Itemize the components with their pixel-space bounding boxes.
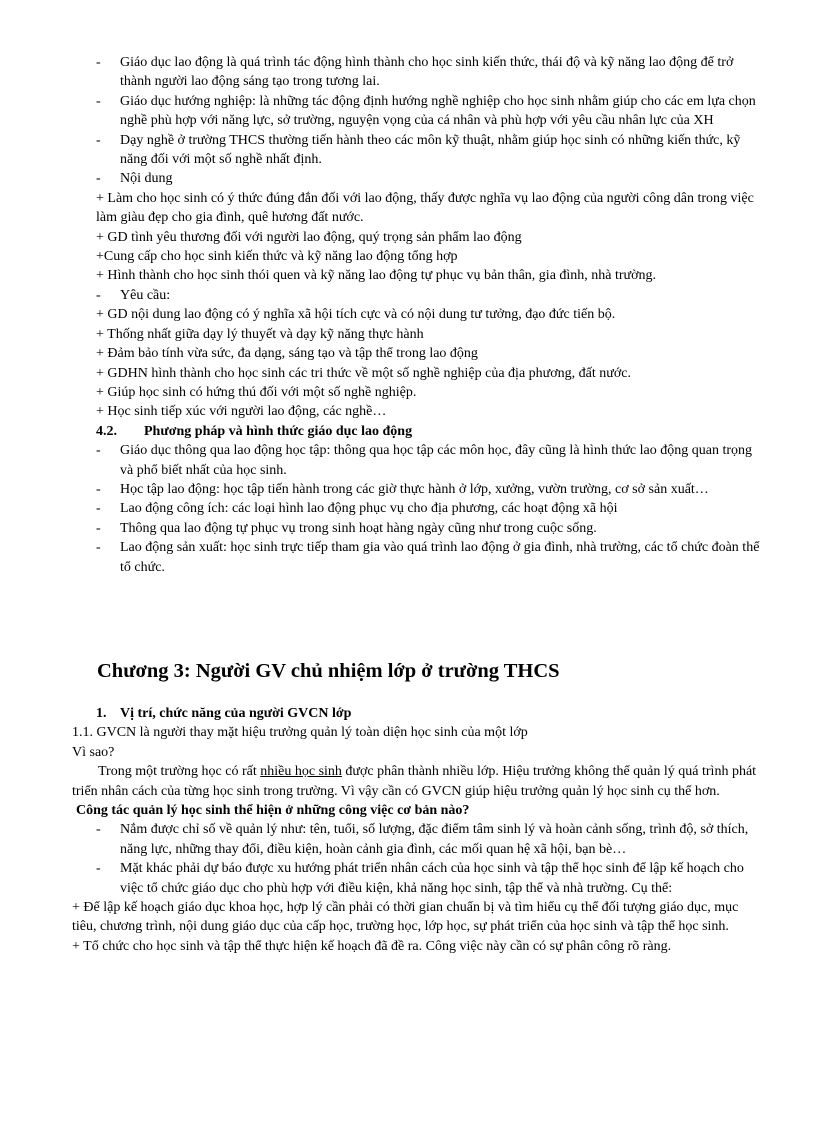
list-item: - Giáo dục lao động là quá trình tác động hình thành cho học sinh kiến thức, thái độ và kỹ năng lao động để trở thành người lao động sáng tạo trong tương lai. bbox=[96, 55, 734, 90]
plus-item: + GD nội dung lao động có ý nghĩa xã hội tích cực và có nội dung tư tưởng, đạo đức tiến bộ. bbox=[96, 307, 616, 323]
paragraph-line: Vì sao? bbox=[72, 744, 115, 760]
plus-item: + Hình thành cho học sinh thói quen và kỹ năng lao động tự phục vụ bản thân, gia đình, nhà trường. bbox=[96, 268, 657, 284]
plus-item: + Đảm bảo tính vừa sức, đa dạng, sáng tạo và tập thể trong lao động bbox=[96, 346, 478, 362]
section-homeroom-teacher bbox=[72, 704, 762, 956]
section-education-labor bbox=[96, 53, 760, 577]
bold-question: Công tác quản lý học sinh thể hiện ở những công việc cơ bản nào? bbox=[76, 803, 470, 819]
paragraph-line: 1.1. GVCN là người thay mặt hiệu trưởng quản lý toàn diện học sinh của một lớp bbox=[72, 725, 528, 741]
plus-item: +Cung cấp cho học sinh kiến thức và kỹ năng lao động tổng hợp bbox=[96, 249, 458, 265]
plus-item: + Làm cho học sinh có ý thức đúng đắn đối với lao động, thấy được nghĩa vụ lao động của người công dân trong việc làm giàu đẹp cho gia đình, quê hương đất nước. bbox=[96, 190, 754, 226]
plus-item: + Giúp học sinh có hứng thú đối với một số nghề nghiệp. bbox=[96, 384, 417, 400]
list-item: - Nội dung bbox=[96, 171, 173, 187]
list-item: - Mặt khác phải dự báo được xu hướng phát triển nhân cách của học sinh và tập thể học sinh để lập kế hoạch cho việc tổ chức giáo dục cho phù hợp với điều kiện, khả năng học sinh, tập thể và nhà trường. Cụ thể: bbox=[96, 861, 744, 896]
plus-item: + GDHN hình thành cho học sinh các tri thức về một số nghề nghiệp của địa phương, đất nước. bbox=[96, 365, 631, 381]
list-item: - Học tập lao động: học tập tiến hành trong các giờ thực hành ở lớp, xưởng, vườn trường, cơ sở sản xuất… bbox=[96, 481, 709, 497]
paragraph: Trong một trường học có rất nhiều học sinh được phân thành nhiều lớp. Hiệu trưởng không thể quản lý quá trình phát triển nhân cách của từng học sinh trong trường. Vì vậy cần có GVCN giúp hiệu trưởng quản lý học sinh cụ thể hơn. bbox=[72, 764, 757, 799]
plus-item: + Để lập kế hoạch giáo dục khoa học, hợp lý cần phải có thời gian chuẩn bị và tìm hiểu cụ thể đối tượng giáo dục, mục tiêu, chương trình, nội dung giáo dục của cấp học, trường học, lớp học, sự phát triển của học sinh và tập thể học sinh. bbox=[72, 900, 739, 935]
chapter-title: Chương 3: Người GV chủ nhiệm lớp ở trường THCS bbox=[97, 660, 560, 682]
list-item: - Thông qua lao động tự phục vụ trong sinh hoạt hàng ngày cũng như trong cuộc sống. bbox=[96, 520, 597, 536]
plus-item: + Tổ chức cho học sinh và tập thể thực hiện kế hoạch đã đề ra. Công việc này cần có sự phân công rõ ràng. bbox=[72, 938, 672, 954]
plus-item: + Học sinh tiếp xúc với người lao động, các nghề… bbox=[96, 404, 387, 420]
plus-item: + Thống nhất giữa dạy lý thuyết và dạy kỹ năng thực hành bbox=[96, 326, 424, 342]
list-item: - Dạy nghề ở trường THCS thường tiến hành theo các môn kỹ thuật, nhằm giúp học sinh có những kiến thức, kỹ năng đối với một số nghề nhất định. bbox=[96, 132, 741, 168]
section-heading: 1. Vị trí, chức năng của người GVCN lớp bbox=[96, 706, 352, 721]
list-item: - Yêu cầu: bbox=[96, 287, 171, 303]
plus-item: + GD tình yêu thương đối với người lao động, quý trọng sản phẩm lao động bbox=[96, 229, 522, 245]
list-item: - Giáo dục hướng nghiệp: là những tác động định hướng nghề nghiệp cho học sinh nhằm giúp cho các em lựa chọn nghề phù hợp với năng lực, sở trường, nguyện vọng của cá nhân và phù hợp với yêu cầu nhân lực của XH bbox=[96, 93, 756, 129]
list-item: - Lao động công ích: các loại hình lao động phục vụ cho địa phương, các hoạt động xã hội bbox=[96, 501, 618, 517]
list-item: - Nắm được chỉ số về quản lý như: tên, tuổi, số lượng, đặc điểm tâm sinh lý và hoàn cảnh sống, trình độ, sở thích, năng lực, những thay đổi, điều kiện, hoàn cảnh gia đình, các mối quan hệ xã hội, bạn bè… bbox=[96, 822, 749, 857]
list-item: - Giáo dục thông qua lao động học tập: thông qua học tập các môn học, đây cũng là hình thức lao động quan trọng và phổ biết nhất của học sinh. bbox=[96, 443, 752, 478]
subsection-heading: 4.2. Phương pháp và hình thức giáo dục lao động bbox=[96, 423, 413, 439]
list-item: - Lao động sản xuất: học sinh trực tiếp tham gia vào quá trình lao động ở gia đình, nhà trường, các tổ chức đoàn thể tổ chức. bbox=[96, 540, 760, 575]
